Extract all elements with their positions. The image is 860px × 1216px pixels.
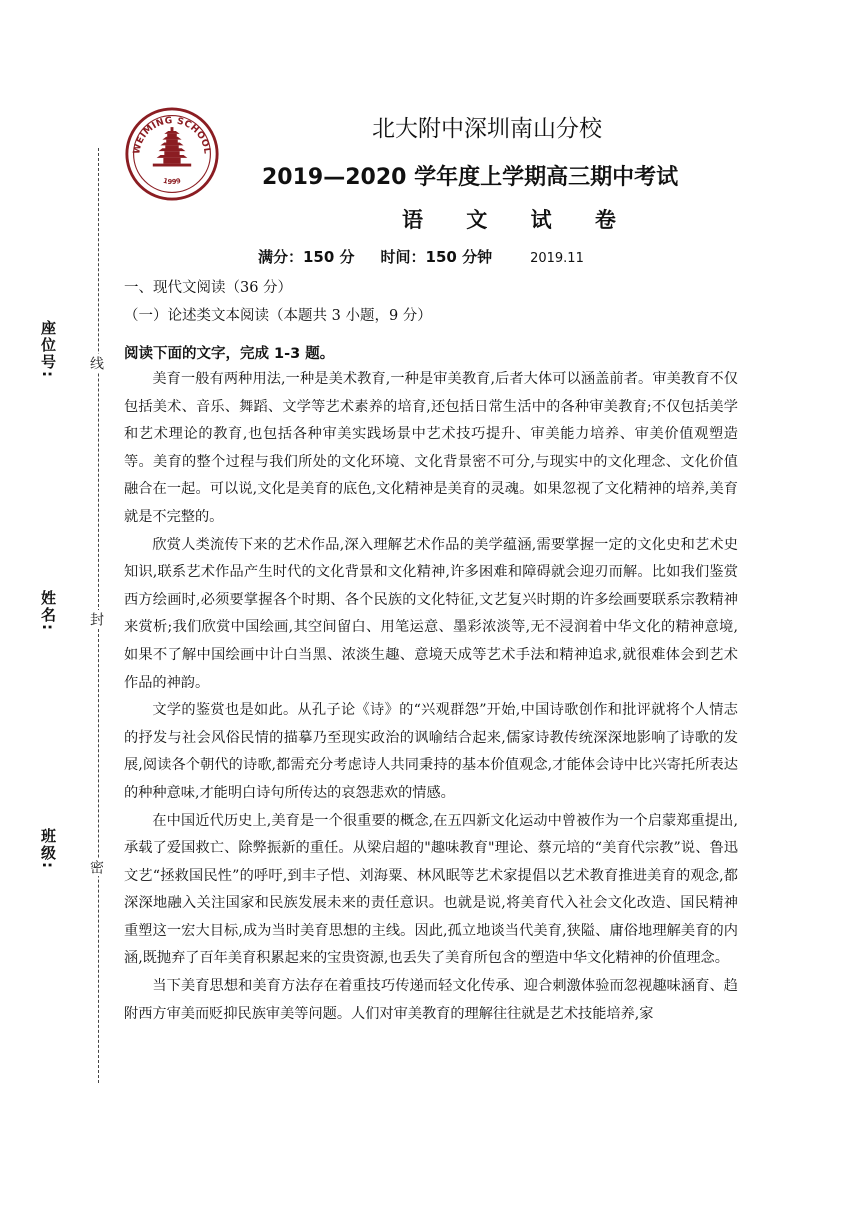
subsection-heading-argumentative: （一）论述类文本阅读（本题共 3 小题，9 分） — [124, 308, 432, 324]
binding-mark-secret: 密 — [88, 860, 104, 874]
binding-mark-seal: 封 — [88, 612, 104, 626]
full-score: 满分：150 分 — [258, 248, 355, 266]
binding-mark-line: 线 — [88, 356, 104, 370]
section-heading-modern-reading: 一、现代文阅读（36 分） — [124, 280, 293, 296]
passage-paragraph: 欣赏人类流传下来的艺术作品,深入理解艺术作品的美学蕴涵,需要掌握一定的文化史和艺术史知识,联系艺术作品产生时代的文化背景和文化精神,许多困难和障碍就会迎刃而解。比如我们鉴赏西方绘画时,必须要掌握各个时期、各个民族的文化特征,文艺复兴时期的许多绘画要联系宗教精神来赏析;我们欣赏中国绘画,其空间留白、用笔运意、墨彩浓淡等,无不浸润着中华文化的精神意境,如果不了解中国绘画中计白当黑、浓淡生趣、意境天成等艺术手法和精神追求,就很难体会到艺术作品的神韵。 — [124, 536, 738, 691]
svg-text:1999 — [162, 177, 182, 186]
exam-date: 2019.11 — [530, 251, 584, 266]
exam-title: 2019—2020 学年度上学期高三期中考试 — [262, 165, 679, 190]
reading-passage — [124, 366, 738, 1028]
seat-number-label: 座位号: — [39, 320, 57, 379]
logo-text-bottom: 1999 — [162, 176, 182, 187]
exam-meta — [258, 246, 584, 267]
passage-paragraph: 当下美育思想和美育方法存在着重技巧传递而轻文化传承、迎合刺激体验而忽视趣味涵育、趋附西方审美而贬抑民族审美等问题。人们对审美教育的理解往往就是艺术技能培养,家 — [124, 978, 738, 1022]
logo-text-top: WEIMING SCHOOL — [132, 116, 212, 155]
class-label: 班级: — [39, 828, 57, 870]
passage-paragraph: 美育一般有两种用法,一种是美术教育,一种是审美教育,后者大体可以涵盖前者。审美教育不仅包括美术、音乐、舞蹈、文学等艺术素养的培育,还包括日常生活中的各种审美教育;不仅包括美学和艺术理论的教育,也包括各种审美实践场景中艺术技巧提升、审美能力培养、审美价值观塑造等。美育的整个过程与我们所处的文化环境、文化背景密不可分,与现实中的文化理念、文化价值融合在一起。可以说,文化是美育的底色,文化精神是美育的灵魂。如果忽视了文化精神的培养,美育就是不完整的。 — [124, 371, 738, 525]
name-label: 姓名: — [39, 590, 57, 632]
school-name: 北大附中深圳南山分校 — [372, 116, 602, 142]
school-seal-logo — [124, 106, 220, 202]
subject-title: 语 文 试 卷 — [402, 208, 634, 232]
reading-instruction: 阅读下面的文字，完成 1-3 题。 — [124, 346, 335, 362]
passage-paragraph: 文学的鉴赏也是如此。从孔子论《诗》的“兴观群怨”开始,中国诗歌创作和批评就将个人情志的抒发与社会风俗民情的描摹乃至现实政治的讽喻结合起来,儒家诗教传统深深地影响了诗歌的发展,阅读各个朝代的诗歌,都需充分考虑诗人共同秉持的基本价值观念,才能体会诗中比兴寄托所表达的种种意味,才能明白诗句所传达的哀怨悲欢的情感。 — [124, 702, 738, 801]
exam-duration: 时间：150 分钟 — [380, 248, 493, 266]
passage-paragraph: 在中国近代历史上,美育是一个很重要的概念,在五四新文化运动中曾被作为一个启蒙郑重提出,承载了爱国救亡、除弊振新的重任。从梁启超的"趣味教育"理论、蔡元培的“美育代宗教”说、鲁迅文艺“拯救国民性”的呼吁,到丰子恺、刘海粟、林风眠等艺术家提倡以艺术教育推进美育的观念,都深深地融入关注国家和民族发展未来的责任意识。也就是说,将美育代入社会文化改造、国民精神重塑这一宏大目标,成为当时美育思想的主线。因此,孤立地谈当代美育,狭隘、庸俗地理解美育的内涵,既抛弃了百年美育积累起来的宝贵资源,也丢失了美育所包含的塑造中华文化精神的价值理念。 — [124, 812, 738, 967]
